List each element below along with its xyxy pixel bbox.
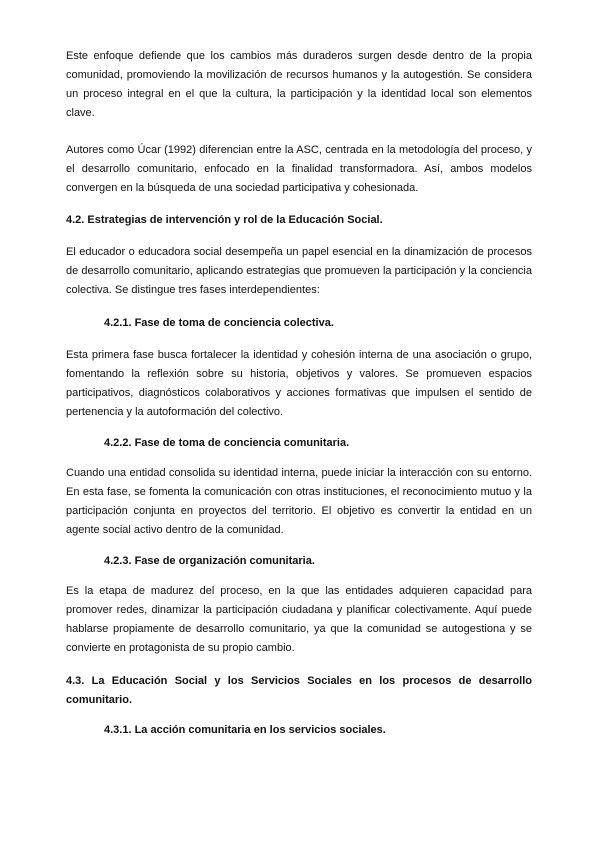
section-heading-4-3: 4.3. La Educación Social y los Servicios Sociales en los procesos de desarrollo comunitario. <box>66 675 532 706</box>
paragraph-ucar-asc: Autores como Úcar (1992) diferencian entre la ASC, centrada en la metodología del proceso, y el desarrollo comunitario, enfocado en la finalidad transformadora. Así, ambos modelos convergen en la búsqueda de una sociedad participativa y cohesionada. <box>66 144 532 194</box>
paragraph-fase-colectiva: Esta primera fase busca fortalecer la identidad y cohesión interna de una asociación o grupo, fomentando la reflexión sobre su historia, objetivos y valores. Se promueven espacios participativos, diagnósticos colaborativos y acciones formativas que impulsen el sentido de pertenencia y la autoformación del colectivo. <box>66 349 532 418</box>
paragraph-rol-educador: El educador o educadora social desempeña un papel esencial en la dinamización de procesos de desarrollo comunitario, aplicando estrategias que promueven la participación y la conciencia colectiva. Se distingue tres fases interdependientes: <box>66 246 532 296</box>
paragraph-enfoque-endogeno: Este enfoque defiende que los cambios más duraderos surgen desde dentro de la propia comunidad, promoviendo la movilización de recursos humanos y la autogestión. Se considera un proceso integral en el que la cultura, la participación y la identidad local son elementos clave. <box>66 50 532 119</box>
subsection-heading-4-2-3: 4.2.3. Fase de organización comunitaria. <box>104 555 315 567</box>
subsection-heading-4-3-1: 4.3.1. La acción comunitaria en los servicios sociales. <box>104 724 386 736</box>
paragraph-fase-organizacion: Es la etapa de madurez del proceso, en la que las entidades adquieren capacidad para promover redes, dinamizar la participación ciudadana y planificar colectivamente. Aquí puede hablarse propiamente de desarrollo comunitario, ya que la comunidad se autogestiona y se convierte en protagonista de su propio cambio. <box>66 585 532 654</box>
subsection-heading-4-2-1: 4.2.1. Fase de toma de conciencia colectiva. <box>104 317 334 329</box>
paragraph-fase-comunitaria: Cuando una entidad consolida su identidad interna, puede iniciar la interacción con su entorno. En esta fase, se fomenta la comunicación con otras instituciones, el reconocimiento mutuo y la participación conjunta en proyectos del territorio. El objetivo es convertir la entidad en un agente social activo dentro de la comunidad. <box>66 467 532 536</box>
subsection-heading-4-2-2: 4.2.2. Fase de toma de conciencia comunitaria. <box>104 437 350 449</box>
section-heading-4-2: 4.2. Estrategias de intervención y rol de la Educación Social. <box>66 214 383 226</box>
